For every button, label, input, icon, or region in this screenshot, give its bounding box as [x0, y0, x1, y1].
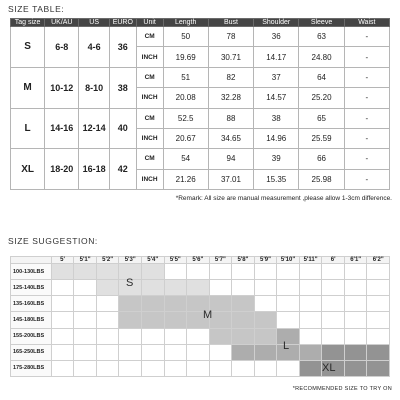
suggested-cell-m: [209, 328, 232, 344]
cm-value: -: [344, 67, 389, 87]
inch-value: 14.57: [254, 88, 299, 108]
grid-cell: [51, 360, 74, 376]
grid-cell: [367, 280, 390, 296]
grid-cell: [164, 328, 187, 344]
height-cell: 5'2": [96, 257, 119, 264]
grid-cell: [96, 296, 119, 312]
height-cell: 5'4": [141, 257, 164, 264]
suggested-cell-s: [187, 280, 210, 296]
cm-value: 82: [208, 67, 253, 87]
grid-cell: [51, 280, 74, 296]
weight-label: 145-180LBS: [11, 312, 52, 328]
inch-value: 32.28: [208, 88, 253, 108]
grid-cell: [141, 360, 164, 376]
inch-value: 14.17: [254, 47, 299, 67]
height-cell: 5'1": [74, 257, 97, 264]
size-us-cell: 16-18: [79, 149, 110, 190]
weight-row: [11, 296, 390, 312]
grid-cell: [141, 328, 164, 344]
unit-inch: INCH: [136, 169, 163, 189]
cm-value: 36: [254, 27, 299, 47]
height-header-row: [11, 257, 390, 264]
grid-cell: [96, 312, 119, 328]
grid-cell: [74, 344, 97, 360]
inch-value: -: [344, 88, 389, 108]
cm-value: 64: [299, 67, 344, 87]
cm-value: 78: [208, 27, 253, 47]
inch-value: 25.20: [299, 88, 344, 108]
unit-inch: INCH: [136, 128, 163, 148]
size-suggestion-grid: [10, 256, 390, 377]
height-cell: 5'8": [232, 257, 255, 264]
grid-cell: [344, 296, 367, 312]
grid-cell: [232, 280, 255, 296]
grid-cell: [322, 264, 345, 280]
height-cell: 5'3": [119, 257, 142, 264]
height-cell: 5'7": [209, 257, 232, 264]
suggested-cell-m: [254, 328, 277, 344]
size-label-s: S: [126, 277, 134, 289]
grid-cell: [344, 312, 367, 328]
grid-cell: [119, 360, 142, 376]
header-cell: Tag size: [11, 19, 45, 27]
suggested-cell-s: [164, 280, 187, 296]
height-cell: 6'1": [344, 257, 367, 264]
suggested-cell-m: [209, 312, 232, 328]
inch-value: 30.71: [208, 47, 253, 67]
header-cell: UK/AU: [45, 19, 79, 27]
inch-value: 34.65: [208, 128, 253, 148]
suggested-cell-m: [164, 312, 187, 328]
unit-cm: CM: [136, 27, 163, 47]
inch-value: 25.98: [299, 169, 344, 189]
suggested-cell-m: [232, 312, 255, 328]
cm-value: 88: [208, 108, 253, 128]
cm-value: 54: [163, 149, 208, 169]
size-label-m: M: [203, 309, 213, 321]
unit-inch: INCH: [136, 47, 163, 67]
grid-cell: [96, 328, 119, 344]
inch-value: -: [344, 169, 389, 189]
size-label-xl: XL: [322, 362, 336, 374]
cm-value: 39: [254, 149, 299, 169]
grid-cell: [74, 312, 97, 328]
grid-cell: [322, 328, 345, 344]
cm-value: 50: [163, 27, 208, 47]
size-uk-cell: 6-8: [45, 27, 79, 68]
inch-value: -: [344, 128, 389, 148]
grid-cell: [299, 264, 322, 280]
grid-cell: [277, 312, 300, 328]
grid-cell: [277, 296, 300, 312]
grid-cell: [141, 344, 164, 360]
suggested-cell-xl: [367, 360, 390, 376]
size-tag-cell: XL: [11, 149, 45, 190]
grid-cell: [367, 264, 390, 280]
cm-value: -: [344, 27, 389, 47]
grid-cell: [164, 344, 187, 360]
height-cell: 6'2": [367, 257, 390, 264]
suggested-cell-xl: [367, 344, 390, 360]
grid-cell: [209, 280, 232, 296]
suggested-cell-s: [141, 280, 164, 296]
size-euro-cell: 36: [109, 27, 136, 68]
inch-value: 21.26: [163, 169, 208, 189]
inch-value: 19.69: [163, 47, 208, 67]
suggested-cell-m: [119, 312, 142, 328]
suggested-cell-m: [141, 312, 164, 328]
size-euro-cell: 40: [109, 108, 136, 149]
weight-row: [11, 280, 390, 296]
suggested-cell-s: [96, 264, 119, 280]
weight-label: 165-250LBS: [11, 344, 52, 360]
suggested-cell-m: [209, 296, 232, 312]
inch-value: 25.59: [299, 128, 344, 148]
suggested-cell-xl: [299, 360, 322, 376]
size-row: [11, 149, 390, 169]
grid-cell: [299, 328, 322, 344]
corner-cell: [11, 257, 52, 264]
height-cell: 6': [322, 257, 345, 264]
weight-row: [11, 344, 390, 360]
suggested-cell-xl: [344, 360, 367, 376]
size-table: [10, 18, 390, 190]
grid-cell: [367, 312, 390, 328]
grid-cell: [277, 280, 300, 296]
grid-cell: [299, 312, 322, 328]
grid-cell: [299, 280, 322, 296]
height-cell: 5'10": [277, 257, 300, 264]
suggested-cell-s: [96, 280, 119, 296]
height-cell: 5'6": [187, 257, 210, 264]
grid-cell: [209, 264, 232, 280]
grid-cell: [74, 328, 97, 344]
weight-label: 155-200LBS: [11, 328, 52, 344]
height-cell: 5'5": [164, 257, 187, 264]
grid-cell: [344, 280, 367, 296]
grid-cell: [254, 280, 277, 296]
suggested-cell-xl: [322, 344, 345, 360]
suggested-cell-m: [164, 296, 187, 312]
grid-cell: [96, 360, 119, 376]
inch-value: 15.35: [254, 169, 299, 189]
suggested-cell-s: [51, 264, 74, 280]
suggested-cell-m: [232, 328, 255, 344]
cm-value: 37: [254, 67, 299, 87]
size-label-l: L: [283, 340, 290, 352]
grid-cell: [232, 264, 255, 280]
weight-label: 125-140LBS: [11, 280, 52, 296]
grid-cell: [74, 296, 97, 312]
weight-row: [11, 264, 390, 280]
cm-value: 52.5: [163, 108, 208, 128]
grid-cell: [187, 264, 210, 280]
measurement-remark: *Remark: All size are manual measurement ,please allow 1-3cm difference.: [175, 195, 392, 202]
header-cell: EURO: [109, 19, 136, 27]
size-uk-cell: 10-12: [45, 67, 79, 108]
header-cell: Shoulder: [254, 19, 299, 27]
grid-cell: [254, 296, 277, 312]
header-cell: Bust: [208, 19, 253, 27]
size-row: [11, 108, 390, 128]
grid-cell: [367, 296, 390, 312]
grid-cell: [51, 312, 74, 328]
grid-cell: [209, 344, 232, 360]
weight-label: 175-280LBS: [11, 360, 52, 376]
size-us-cell: 4-6: [79, 27, 110, 68]
grid-cell: [277, 360, 300, 376]
grid-cell: [96, 344, 119, 360]
weight-label: 100-130LBS: [11, 264, 52, 280]
cm-value: 63: [299, 27, 344, 47]
header-cell: Sleeve: [299, 19, 344, 27]
unit-inch: INCH: [136, 88, 163, 108]
cm-value: -: [344, 149, 389, 169]
grid-cell: [254, 360, 277, 376]
grid-cell: [187, 360, 210, 376]
size-tag-cell: M: [11, 67, 45, 108]
cm-value: 94: [208, 149, 253, 169]
height-cell: 5'11": [299, 257, 322, 264]
inch-value: 20.67: [163, 128, 208, 148]
height-cell: 5'9": [254, 257, 277, 264]
recommended-note: *RECOMMENDED SIZE TO TRY ON: [292, 386, 392, 392]
size-euro-cell: 38: [109, 67, 136, 108]
grid-cell: [254, 264, 277, 280]
grid-cell: [119, 344, 142, 360]
header-cell: Waist: [344, 19, 389, 27]
suggested-cell-m: [254, 312, 277, 328]
inch-value: -: [344, 47, 389, 67]
grid-cell: [344, 328, 367, 344]
weight-row: [11, 312, 390, 328]
grid-cell: [187, 328, 210, 344]
suggested-cell-s: [74, 264, 97, 280]
size-row: [11, 67, 390, 87]
unit-cm: CM: [136, 67, 163, 87]
size-tag-cell: S: [11, 27, 45, 68]
header-cell: US: [79, 19, 110, 27]
grid-cell: [51, 296, 74, 312]
height-cell: 5': [51, 257, 74, 264]
suggested-cell-s: [141, 264, 164, 280]
grid-cell: [322, 296, 345, 312]
header-cell: Length: [163, 19, 208, 27]
size-row: [11, 27, 390, 47]
grid-cell: [322, 280, 345, 296]
suggested-cell-m: [141, 296, 164, 312]
suggested-cell-m: [119, 296, 142, 312]
grid-cell: [344, 264, 367, 280]
suggested-cell-m: [232, 296, 255, 312]
inch-value: 20.08: [163, 88, 208, 108]
cm-value: -: [344, 108, 389, 128]
suggested-cell-xl: [344, 344, 367, 360]
size-uk-cell: 18-20: [45, 149, 79, 190]
grid-cell: [277, 264, 300, 280]
size-uk-cell: 14-16: [45, 108, 79, 149]
inch-value: 37.01: [208, 169, 253, 189]
grid-cell: [164, 360, 187, 376]
grid-cell: [232, 360, 255, 376]
size-suggestion-title: SIZE SUGGESTION:: [8, 236, 98, 246]
cm-value: 38: [254, 108, 299, 128]
grid-cell: [322, 312, 345, 328]
suggested-cell-l: [232, 344, 255, 360]
grid-cell: [51, 328, 74, 344]
grid-cell: [209, 360, 232, 376]
grid-cell: [119, 328, 142, 344]
size-euro-cell: 42: [109, 149, 136, 190]
header-cell: Unit: [136, 19, 163, 27]
inch-value: 24.80: [299, 47, 344, 67]
size-tag-cell: L: [11, 108, 45, 149]
size-us-cell: 12-14: [79, 108, 110, 149]
grid-cell: [299, 296, 322, 312]
inch-value: 14.96: [254, 128, 299, 148]
size-table-header: [11, 19, 390, 27]
cm-value: 66: [299, 149, 344, 169]
cm-value: 51: [163, 67, 208, 87]
grid-cell: [367, 328, 390, 344]
grid-cell: [51, 344, 74, 360]
unit-cm: CM: [136, 108, 163, 128]
size-table-title: SIZE TABLE:: [8, 4, 65, 14]
grid-cell: [74, 360, 97, 376]
grid-cell: [164, 264, 187, 280]
grid-cell: [74, 280, 97, 296]
cm-value: 65: [299, 108, 344, 128]
weight-label: 135-160LBS: [11, 296, 52, 312]
unit-cm: CM: [136, 149, 163, 169]
weight-row: [11, 328, 390, 344]
suggested-cell-l: [254, 344, 277, 360]
grid-cell: [187, 344, 210, 360]
suggested-cell-l: [299, 344, 322, 360]
size-us-cell: 8-10: [79, 67, 110, 108]
